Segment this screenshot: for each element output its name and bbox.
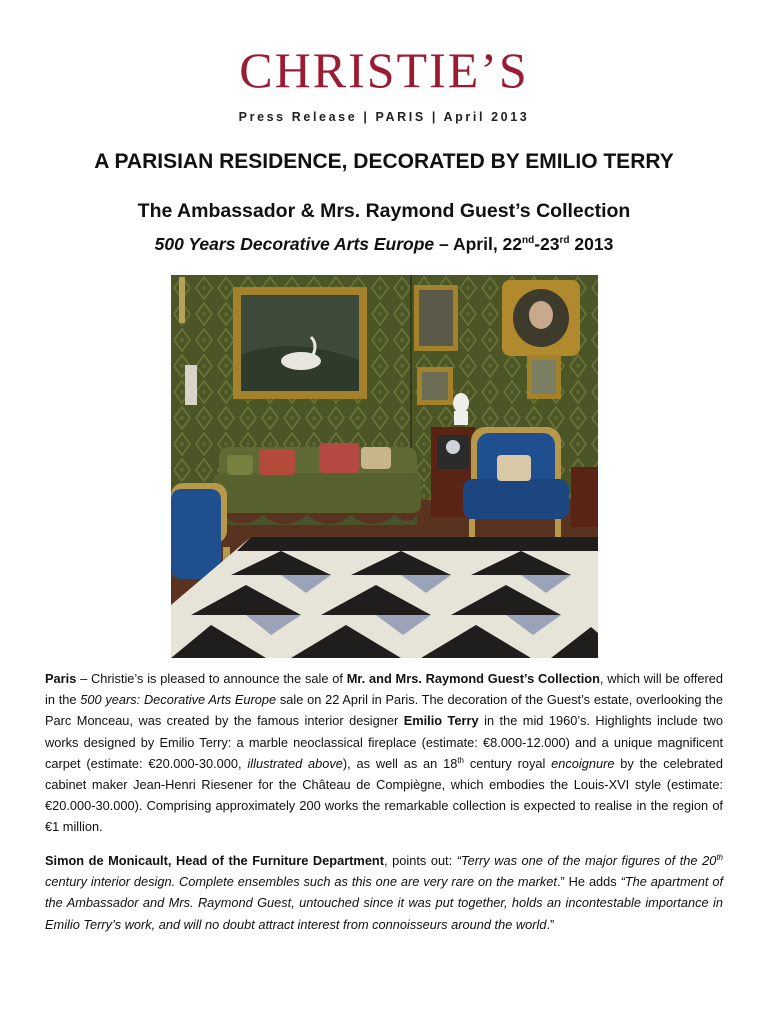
- sale-dates-mid: -23: [534, 234, 560, 254]
- p1-s8: in the mid 1960’s. Highlights include two works designed by Emilio Terry: a marble neoclassical fireplace (estimate: €8.000-12.000) and a unique magnificent carpet (estimate: €20.000-30.000,: [45, 713, 723, 771]
- p1-s11: th: [457, 755, 464, 765]
- p2-s2: , points out:: [384, 853, 457, 868]
- paragraph-announcement: [45, 668, 723, 838]
- sale-name: 500 Years Decorative Arts Europe: [154, 234, 435, 254]
- p2-s8: .”: [546, 916, 555, 932]
- christies-logo: CHRISTIE’S: [239, 42, 529, 98]
- p1-s12: century royal: [464, 755, 552, 771]
- paragraph-quote: [45, 850, 723, 935]
- p1-s9: illustrated above: [247, 755, 343, 771]
- sale-dates-prefix: – April, 22: [434, 234, 523, 254]
- press-release-line: Press Release | PARIS | April 2013: [238, 110, 530, 124]
- page-title: A PARISIAN RESIDENCE, DECORATED BY EMILIO TERRY: [94, 150, 674, 173]
- p1-s3: Mr. and Mrs. Raymond Guest’s Collection: [346, 671, 600, 686]
- p2-s5: century interior design. Complete ensembles such as this one are very rare on the market: [45, 874, 557, 890]
- sale-dates-sup1: nd: [522, 235, 535, 246]
- p1-s7: Emilio Terry: [403, 713, 479, 729]
- p1-s2: – Christie’s is pleased to announce the sale of: [76, 671, 347, 686]
- p2-s3: “Terry was one of the major figures of the 20: [456, 853, 717, 868]
- sale-dates-year: 2013: [569, 234, 614, 254]
- salon-photo: [171, 275, 598, 658]
- p2-s6: .” He adds: [556, 874, 621, 890]
- p1-s10: ), as well as an 18: [342, 755, 458, 771]
- p1-s14: by the celebrated cabinet maker Jean-Henri Riesener for the Château de Compiègne, which embodies the Louis-XVI style (estimate: €20.000-30.000). Comprising approximately 200 works the remarkable collection is expected to realise in the region of €1 million.: [45, 755, 723, 835]
- p1-s4: , which will be offered in the: [45, 671, 723, 708]
- sale-title: [0, 234, 768, 255]
- p2-s7: “The apartment of the Ambassador and Mrs. Raymond Guest, untouched since it was put together, holds an incontestable importance in Emilio Terry’s work, and will no doubt attract interest from connoisseurs around the world: [45, 874, 723, 932]
- collection-title: The Ambassador & Mrs. Raymond Guest’s Collection: [137, 200, 631, 222]
- p1-s1: Paris: [45, 671, 77, 686]
- p2-s1: Simon de Monicault, Head of the Furniture Department: [45, 853, 385, 868]
- p1-s6: sale on 22 April in Paris. The decoration of the Guest’s estate, overlooking the Parc Monceau, was created by the famous interior designer: [45, 692, 723, 729]
- p2-s4: th: [716, 853, 723, 862]
- p1-s13: encoignure: [551, 755, 615, 771]
- sale-dates-sup2: rd: [559, 235, 570, 246]
- p1-s5: 500 years: Decorative Arts Europe: [80, 692, 277, 708]
